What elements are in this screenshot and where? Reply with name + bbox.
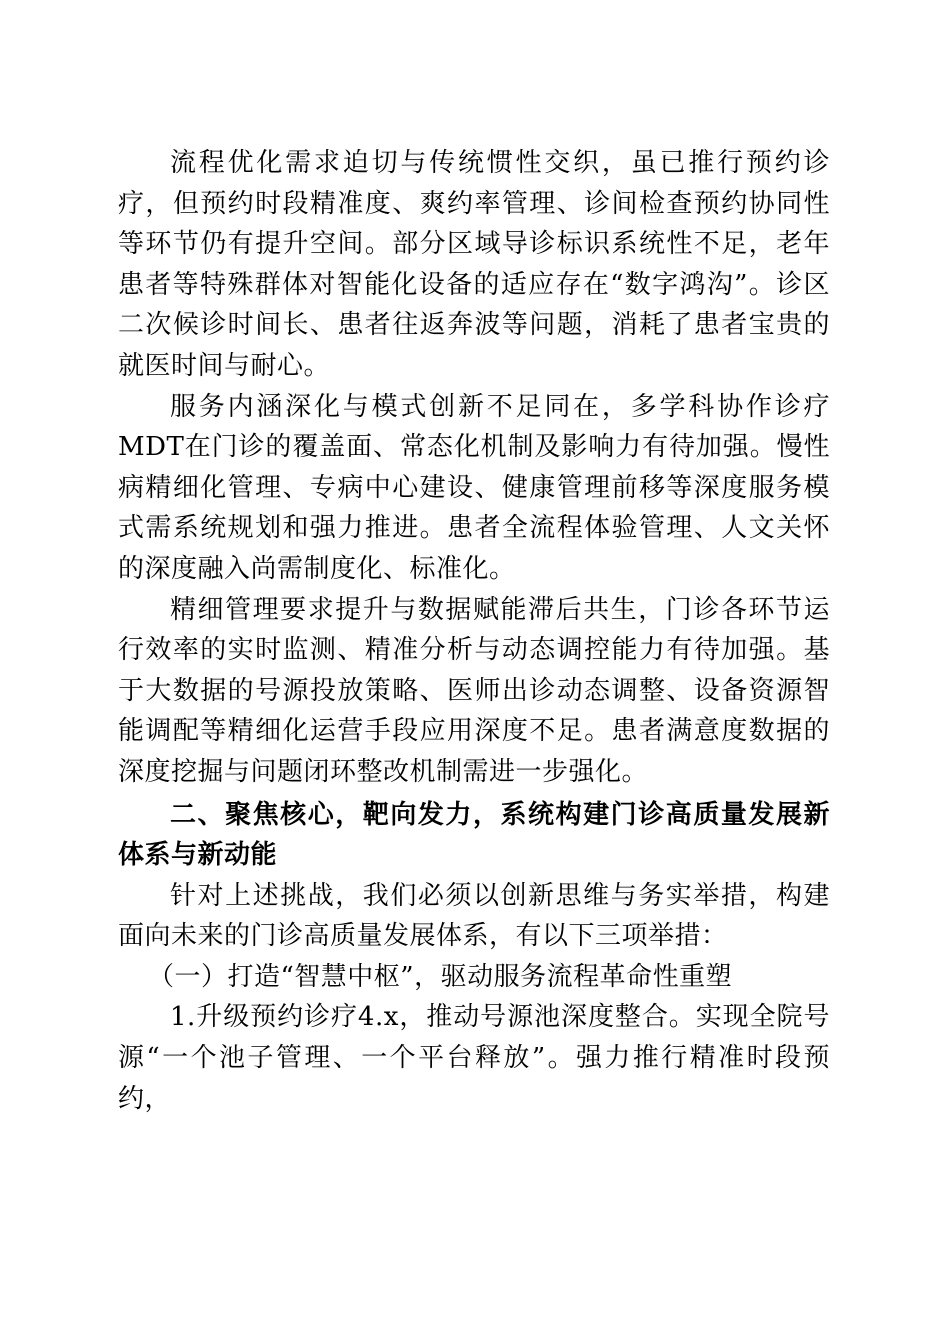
paragraph-intro-measures: 针对上述挑战，我们必须以创新思维与务实举措，构建面向未来的门诊高质量发展体系，有以下三项举措： (118, 880, 830, 952)
document-page (118, 143, 830, 1119)
section-heading-two: 二、聚焦核心，靶向发力，系统构建门诊高质量发展新体系与新动能 (118, 799, 830, 871)
subheading-smart-hub: （一）打造“智慧中枢”，驱动服务流程革命性重塑 (148, 961, 733, 992)
paragraph-process-optimization: 流程优化需求迫切与传统惯性交织，虽已推行预约诊疗，但预约时段精准度、爽约率管理、诊间检查预约协同性等环节仍有提升空间。部分区域导诊标识系统性不足，老年患者等特殊群体对智能化设备的适应存在“数字鸿沟”。诊区二次候诊时间长、患者往返奔波等问题，消耗了患者宝贵的就医时间与耐心。 (118, 148, 830, 381)
paragraph-appointment-upgrade: 1.升级预约诊疗4.x，推动号源池深度整合。实现全院号源“一个池子管理、一个平台释放”。强力推行精准时段预约， (118, 1002, 830, 1114)
paragraph-service-innovation: 服务内涵深化与模式创新不足同在，多学科协作诊疗MDT在门诊的覆盖面、常态化机制及影响力有待加强。慢性病精细化管理、专病中心建设、健康管理前移等深度服务模式需系统规划和强力推进。患者全流程体验管理、人文关怀的深度融入尚需制度化、标准化。 (118, 391, 830, 584)
paragraph-data-empowerment: 精细管理要求提升与数据赋能滞后共生，门诊各环节运行效率的实时监测、精准分析与动态调控能力有待加强。基于大数据的号源投放策略、医师出诊动态调整、设备资源智能调配等精细化运营手段应用深度不足。患者满意度数据的深度挖掘与问题闭环整改机制需进一步强化。 (118, 594, 830, 787)
